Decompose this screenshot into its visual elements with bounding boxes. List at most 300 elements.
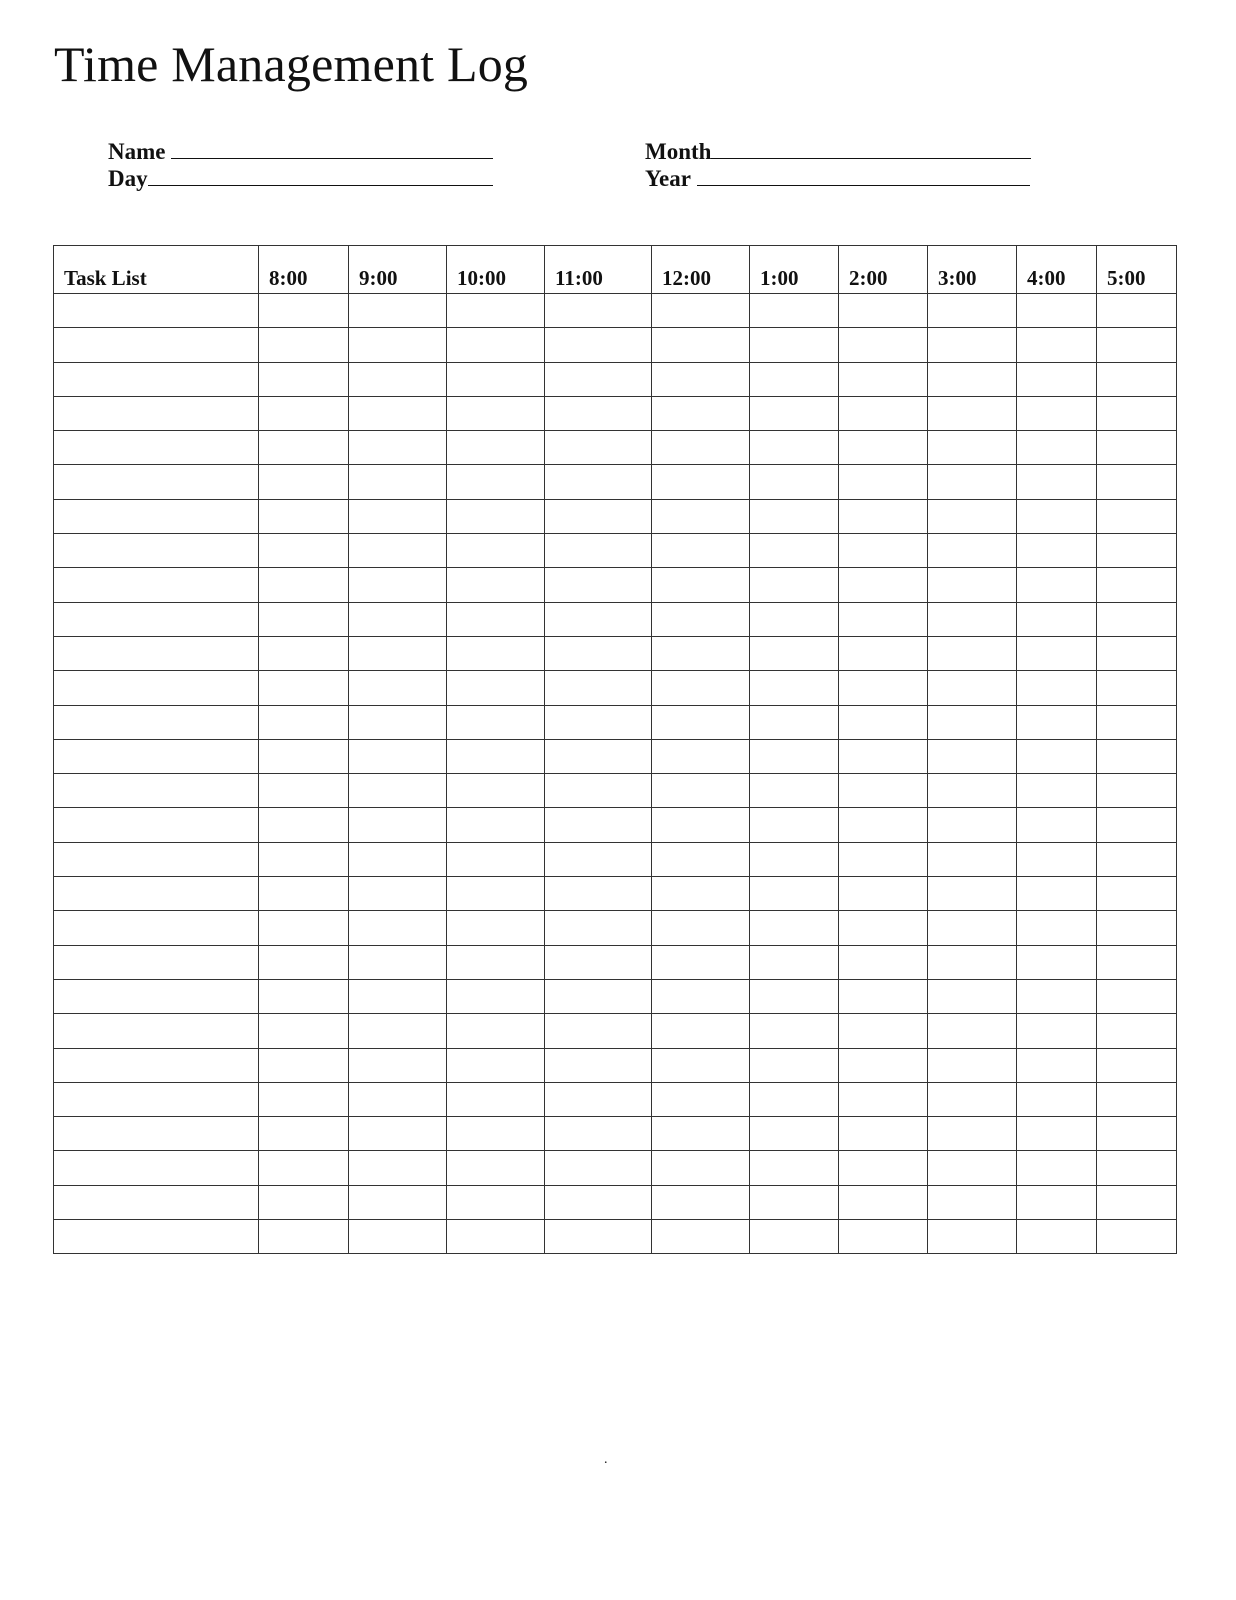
time-slot-cell[interactable] bbox=[652, 877, 750, 911]
time-slot-cell[interactable] bbox=[447, 396, 545, 430]
time-slot-cell[interactable] bbox=[1017, 396, 1097, 430]
time-slot-cell[interactable] bbox=[839, 465, 928, 499]
year-field[interactable] bbox=[645, 165, 1030, 192]
time-slot-cell[interactable] bbox=[259, 705, 349, 739]
time-slot-cell[interactable] bbox=[928, 568, 1017, 602]
time-slot-cell[interactable] bbox=[839, 396, 928, 430]
time-slot-cell[interactable] bbox=[447, 1151, 545, 1185]
time-slot-cell[interactable] bbox=[750, 636, 839, 670]
task-cell[interactable] bbox=[54, 979, 259, 1013]
time-slot-cell[interactable] bbox=[349, 911, 447, 945]
time-slot-cell[interactable] bbox=[259, 362, 349, 396]
time-slot-cell[interactable] bbox=[928, 842, 1017, 876]
time-slot-cell[interactable] bbox=[1097, 294, 1177, 328]
time-slot-cell[interactable] bbox=[349, 499, 447, 533]
time-slot-cell[interactable] bbox=[928, 465, 1017, 499]
time-slot-cell[interactable] bbox=[839, 911, 928, 945]
time-slot-cell[interactable] bbox=[750, 979, 839, 1013]
time-slot-cell[interactable] bbox=[839, 1151, 928, 1185]
time-slot-cell[interactable] bbox=[750, 294, 839, 328]
time-slot-cell[interactable] bbox=[349, 877, 447, 911]
time-slot-cell[interactable] bbox=[750, 602, 839, 636]
time-slot-cell[interactable] bbox=[839, 1048, 928, 1082]
time-slot-cell[interactable] bbox=[928, 499, 1017, 533]
time-slot-cell[interactable] bbox=[447, 1048, 545, 1082]
time-slot-cell[interactable] bbox=[447, 294, 545, 328]
time-slot-cell[interactable] bbox=[750, 1082, 839, 1116]
time-slot-cell[interactable] bbox=[447, 636, 545, 670]
time-slot-cell[interactable] bbox=[1097, 842, 1177, 876]
time-slot-cell[interactable] bbox=[259, 534, 349, 568]
time-slot-cell[interactable] bbox=[652, 499, 750, 533]
time-slot-cell[interactable] bbox=[1017, 568, 1097, 602]
time-slot-cell[interactable] bbox=[545, 568, 652, 602]
time-slot-cell[interactable] bbox=[1097, 396, 1177, 430]
time-slot-cell[interactable] bbox=[839, 328, 928, 362]
time-slot-cell[interactable] bbox=[928, 671, 1017, 705]
time-slot-cell[interactable] bbox=[545, 534, 652, 568]
time-slot-cell[interactable] bbox=[545, 602, 652, 636]
time-slot-cell[interactable] bbox=[750, 911, 839, 945]
time-slot-cell[interactable] bbox=[1017, 499, 1097, 533]
time-slot-cell[interactable] bbox=[259, 294, 349, 328]
task-cell[interactable] bbox=[54, 534, 259, 568]
time-slot-cell[interactable] bbox=[349, 671, 447, 705]
time-slot-cell[interactable] bbox=[750, 568, 839, 602]
time-slot-cell[interactable] bbox=[750, 396, 839, 430]
time-slot-cell[interactable] bbox=[750, 808, 839, 842]
time-slot-cell[interactable] bbox=[447, 534, 545, 568]
time-slot-cell[interactable] bbox=[1017, 328, 1097, 362]
time-slot-cell[interactable] bbox=[750, 877, 839, 911]
time-slot-cell[interactable] bbox=[750, 774, 839, 808]
time-slot-cell[interactable] bbox=[349, 1014, 447, 1048]
time-slot-cell[interactable] bbox=[928, 636, 1017, 670]
time-slot-cell[interactable] bbox=[349, 1185, 447, 1219]
time-slot-cell[interactable] bbox=[928, 911, 1017, 945]
time-slot-cell[interactable] bbox=[1097, 465, 1177, 499]
time-slot-cell[interactable] bbox=[259, 945, 349, 979]
time-slot-cell[interactable] bbox=[928, 1220, 1017, 1254]
task-cell[interactable] bbox=[54, 739, 259, 773]
time-slot-cell[interactable] bbox=[545, 808, 652, 842]
task-cell[interactable] bbox=[54, 294, 259, 328]
time-slot-cell[interactable] bbox=[545, 774, 652, 808]
time-slot-cell[interactable] bbox=[1097, 739, 1177, 773]
month-blank-line[interactable] bbox=[711, 138, 1031, 159]
time-slot-cell[interactable] bbox=[349, 705, 447, 739]
time-slot-cell[interactable] bbox=[1097, 328, 1177, 362]
time-slot-cell[interactable] bbox=[1017, 671, 1097, 705]
time-slot-cell[interactable] bbox=[349, 294, 447, 328]
time-slot-cell[interactable] bbox=[349, 362, 447, 396]
time-slot-cell[interactable] bbox=[1097, 808, 1177, 842]
time-slot-cell[interactable] bbox=[750, 465, 839, 499]
task-cell[interactable] bbox=[54, 1048, 259, 1082]
time-slot-cell[interactable] bbox=[349, 534, 447, 568]
task-cell[interactable] bbox=[54, 499, 259, 533]
time-slot-cell[interactable] bbox=[1017, 1185, 1097, 1219]
time-slot-cell[interactable] bbox=[1017, 602, 1097, 636]
time-slot-cell[interactable] bbox=[1097, 705, 1177, 739]
time-slot-cell[interactable] bbox=[1017, 1014, 1097, 1048]
time-slot-cell[interactable] bbox=[1017, 534, 1097, 568]
time-slot-cell[interactable] bbox=[349, 1048, 447, 1082]
time-slot-cell[interactable] bbox=[1017, 1048, 1097, 1082]
time-slot-cell[interactable] bbox=[928, 705, 1017, 739]
time-slot-cell[interactable] bbox=[349, 465, 447, 499]
time-slot-cell[interactable] bbox=[1097, 602, 1177, 636]
time-slot-cell[interactable] bbox=[839, 877, 928, 911]
time-slot-cell[interactable] bbox=[447, 979, 545, 1013]
time-slot-cell[interactable] bbox=[652, 739, 750, 773]
year-blank-line[interactable] bbox=[697, 165, 1030, 186]
time-slot-cell[interactable] bbox=[652, 362, 750, 396]
time-slot-cell[interactable] bbox=[259, 396, 349, 430]
time-slot-cell[interactable] bbox=[447, 328, 545, 362]
time-slot-cell[interactable] bbox=[447, 602, 545, 636]
time-slot-cell[interactable] bbox=[928, 431, 1017, 465]
time-slot-cell[interactable] bbox=[545, 1014, 652, 1048]
time-slot-cell[interactable] bbox=[750, 328, 839, 362]
time-slot-cell[interactable] bbox=[259, 1151, 349, 1185]
time-slot-cell[interactable] bbox=[1017, 465, 1097, 499]
time-slot-cell[interactable] bbox=[928, 602, 1017, 636]
time-slot-cell[interactable] bbox=[259, 774, 349, 808]
time-slot-cell[interactable] bbox=[839, 362, 928, 396]
time-slot-cell[interactable] bbox=[259, 979, 349, 1013]
time-slot-cell[interactable] bbox=[652, 1151, 750, 1185]
time-slot-cell[interactable] bbox=[839, 842, 928, 876]
time-slot-cell[interactable] bbox=[259, 842, 349, 876]
time-slot-cell[interactable] bbox=[259, 1185, 349, 1219]
time-slot-cell[interactable] bbox=[928, 945, 1017, 979]
time-slot-cell[interactable] bbox=[545, 636, 652, 670]
time-slot-cell[interactable] bbox=[839, 1220, 928, 1254]
time-slot-cell[interactable] bbox=[652, 671, 750, 705]
time-slot-cell[interactable] bbox=[652, 431, 750, 465]
time-slot-cell[interactable] bbox=[1097, 979, 1177, 1013]
time-slot-cell[interactable] bbox=[545, 1117, 652, 1151]
time-slot-cell[interactable] bbox=[928, 979, 1017, 1013]
time-slot-cell[interactable] bbox=[1017, 739, 1097, 773]
time-slot-cell[interactable] bbox=[259, 602, 349, 636]
time-slot-cell[interactable] bbox=[349, 568, 447, 602]
time-slot-cell[interactable] bbox=[652, 774, 750, 808]
time-slot-cell[interactable] bbox=[1017, 842, 1097, 876]
task-cell[interactable] bbox=[54, 911, 259, 945]
time-slot-cell[interactable] bbox=[447, 568, 545, 602]
time-slot-cell[interactable] bbox=[1097, 774, 1177, 808]
time-slot-cell[interactable] bbox=[259, 911, 349, 945]
time-slot-cell[interactable] bbox=[1017, 911, 1097, 945]
time-slot-cell[interactable] bbox=[447, 911, 545, 945]
time-slot-cell[interactable] bbox=[349, 808, 447, 842]
time-slot-cell[interactable] bbox=[928, 808, 1017, 842]
task-cell[interactable] bbox=[54, 774, 259, 808]
task-cell[interactable] bbox=[54, 1151, 259, 1185]
time-slot-cell[interactable] bbox=[1017, 431, 1097, 465]
time-slot-cell[interactable] bbox=[750, 431, 839, 465]
time-slot-cell[interactable] bbox=[839, 499, 928, 533]
time-slot-cell[interactable] bbox=[1017, 636, 1097, 670]
time-slot-cell[interactable] bbox=[652, 842, 750, 876]
time-slot-cell[interactable] bbox=[349, 979, 447, 1013]
time-slot-cell[interactable] bbox=[928, 739, 1017, 773]
time-slot-cell[interactable] bbox=[447, 1220, 545, 1254]
time-slot-cell[interactable] bbox=[652, 1185, 750, 1219]
time-slot-cell[interactable] bbox=[652, 808, 750, 842]
task-cell[interactable] bbox=[54, 842, 259, 876]
time-slot-cell[interactable] bbox=[447, 431, 545, 465]
time-slot-cell[interactable] bbox=[259, 1117, 349, 1151]
time-slot-cell[interactable] bbox=[652, 1082, 750, 1116]
time-slot-cell[interactable] bbox=[1017, 1117, 1097, 1151]
time-slot-cell[interactable] bbox=[1097, 671, 1177, 705]
time-slot-cell[interactable] bbox=[1097, 636, 1177, 670]
time-slot-cell[interactable] bbox=[1017, 705, 1097, 739]
time-slot-cell[interactable] bbox=[750, 945, 839, 979]
time-slot-cell[interactable] bbox=[652, 1117, 750, 1151]
time-slot-cell[interactable] bbox=[259, 431, 349, 465]
time-slot-cell[interactable] bbox=[545, 911, 652, 945]
time-slot-cell[interactable] bbox=[652, 396, 750, 430]
time-slot-cell[interactable] bbox=[1097, 1151, 1177, 1185]
time-slot-cell[interactable] bbox=[545, 294, 652, 328]
time-slot-cell[interactable] bbox=[259, 877, 349, 911]
time-slot-cell[interactable] bbox=[928, 1151, 1017, 1185]
time-slot-cell[interactable] bbox=[1097, 568, 1177, 602]
time-slot-cell[interactable] bbox=[259, 499, 349, 533]
time-slot-cell[interactable] bbox=[1017, 945, 1097, 979]
time-slot-cell[interactable] bbox=[349, 1220, 447, 1254]
time-slot-cell[interactable] bbox=[1097, 1048, 1177, 1082]
task-cell[interactable] bbox=[54, 431, 259, 465]
time-slot-cell[interactable] bbox=[839, 568, 928, 602]
task-cell[interactable] bbox=[54, 568, 259, 602]
time-slot-cell[interactable] bbox=[1017, 294, 1097, 328]
time-slot-cell[interactable] bbox=[545, 1082, 652, 1116]
time-slot-cell[interactable] bbox=[545, 705, 652, 739]
time-slot-cell[interactable] bbox=[447, 808, 545, 842]
time-slot-cell[interactable] bbox=[839, 1185, 928, 1219]
time-slot-cell[interactable] bbox=[839, 602, 928, 636]
time-slot-cell[interactable] bbox=[750, 362, 839, 396]
task-cell[interactable] bbox=[54, 1014, 259, 1048]
time-slot-cell[interactable] bbox=[750, 842, 839, 876]
time-slot-cell[interactable] bbox=[928, 1117, 1017, 1151]
time-slot-cell[interactable] bbox=[652, 1048, 750, 1082]
time-slot-cell[interactable] bbox=[259, 1220, 349, 1254]
time-slot-cell[interactable] bbox=[652, 465, 750, 499]
task-cell[interactable] bbox=[54, 808, 259, 842]
time-slot-cell[interactable] bbox=[447, 1117, 545, 1151]
time-slot-cell[interactable] bbox=[928, 396, 1017, 430]
time-slot-cell[interactable] bbox=[1097, 1185, 1177, 1219]
time-slot-cell[interactable] bbox=[545, 362, 652, 396]
task-cell[interactable] bbox=[54, 465, 259, 499]
time-slot-cell[interactable] bbox=[1017, 979, 1097, 1013]
task-cell[interactable] bbox=[54, 671, 259, 705]
time-slot-cell[interactable] bbox=[839, 774, 928, 808]
time-slot-cell[interactable] bbox=[839, 979, 928, 1013]
time-slot-cell[interactable] bbox=[349, 945, 447, 979]
time-slot-cell[interactable] bbox=[349, 842, 447, 876]
time-slot-cell[interactable] bbox=[1017, 808, 1097, 842]
time-slot-cell[interactable] bbox=[259, 1014, 349, 1048]
time-slot-cell[interactable] bbox=[259, 636, 349, 670]
time-slot-cell[interactable] bbox=[1097, 877, 1177, 911]
time-slot-cell[interactable] bbox=[259, 671, 349, 705]
time-slot-cell[interactable] bbox=[652, 636, 750, 670]
time-slot-cell[interactable] bbox=[750, 1185, 839, 1219]
time-slot-cell[interactable] bbox=[1017, 877, 1097, 911]
time-slot-cell[interactable] bbox=[259, 1048, 349, 1082]
time-slot-cell[interactable] bbox=[1097, 945, 1177, 979]
time-slot-cell[interactable] bbox=[447, 945, 545, 979]
time-slot-cell[interactable] bbox=[447, 362, 545, 396]
time-slot-cell[interactable] bbox=[750, 739, 839, 773]
time-slot-cell[interactable] bbox=[1017, 362, 1097, 396]
time-slot-cell[interactable] bbox=[545, 877, 652, 911]
time-slot-cell[interactable] bbox=[928, 534, 1017, 568]
time-slot-cell[interactable] bbox=[652, 705, 750, 739]
time-slot-cell[interactable] bbox=[750, 1014, 839, 1048]
time-slot-cell[interactable] bbox=[259, 739, 349, 773]
task-cell[interactable] bbox=[54, 1117, 259, 1151]
time-slot-cell[interactable] bbox=[259, 328, 349, 362]
time-slot-cell[interactable] bbox=[839, 431, 928, 465]
task-cell[interactable] bbox=[54, 1082, 259, 1116]
time-slot-cell[interactable] bbox=[349, 431, 447, 465]
time-slot-cell[interactable] bbox=[349, 1082, 447, 1116]
task-cell[interactable] bbox=[54, 945, 259, 979]
time-slot-cell[interactable] bbox=[652, 294, 750, 328]
time-slot-cell[interactable] bbox=[259, 808, 349, 842]
time-slot-cell[interactable] bbox=[750, 534, 839, 568]
time-slot-cell[interactable] bbox=[1097, 1014, 1177, 1048]
time-slot-cell[interactable] bbox=[545, 396, 652, 430]
time-slot-cell[interactable] bbox=[928, 328, 1017, 362]
time-slot-cell[interactable] bbox=[1097, 362, 1177, 396]
task-cell[interactable] bbox=[54, 396, 259, 430]
time-slot-cell[interactable] bbox=[447, 1185, 545, 1219]
time-slot-cell[interactable] bbox=[839, 705, 928, 739]
task-cell[interactable] bbox=[54, 705, 259, 739]
time-slot-cell[interactable] bbox=[839, 1014, 928, 1048]
time-slot-cell[interactable] bbox=[447, 1082, 545, 1116]
task-cell[interactable] bbox=[54, 1220, 259, 1254]
name-field[interactable] bbox=[108, 138, 493, 165]
time-slot-cell[interactable] bbox=[545, 671, 652, 705]
time-slot-cell[interactable] bbox=[545, 1185, 652, 1219]
time-slot-cell[interactable] bbox=[545, 979, 652, 1013]
time-slot-cell[interactable] bbox=[839, 636, 928, 670]
time-slot-cell[interactable] bbox=[545, 1048, 652, 1082]
time-slot-cell[interactable] bbox=[1097, 1220, 1177, 1254]
time-slot-cell[interactable] bbox=[545, 945, 652, 979]
time-slot-cell[interactable] bbox=[928, 1014, 1017, 1048]
time-slot-cell[interactable] bbox=[447, 1014, 545, 1048]
time-slot-cell[interactable] bbox=[1017, 1082, 1097, 1116]
time-slot-cell[interactable] bbox=[1017, 1220, 1097, 1254]
time-slot-cell[interactable] bbox=[545, 1151, 652, 1185]
time-slot-cell[interactable] bbox=[259, 465, 349, 499]
time-slot-cell[interactable] bbox=[839, 534, 928, 568]
time-slot-cell[interactable] bbox=[839, 671, 928, 705]
time-slot-cell[interactable] bbox=[349, 636, 447, 670]
time-slot-cell[interactable] bbox=[447, 774, 545, 808]
time-slot-cell[interactable] bbox=[349, 774, 447, 808]
time-slot-cell[interactable] bbox=[750, 1117, 839, 1151]
time-slot-cell[interactable] bbox=[652, 328, 750, 362]
time-slot-cell[interactable] bbox=[928, 1185, 1017, 1219]
day-blank-line[interactable] bbox=[148, 165, 493, 186]
time-slot-cell[interactable] bbox=[750, 671, 839, 705]
task-cell[interactable] bbox=[54, 877, 259, 911]
name-blank-line[interactable] bbox=[171, 138, 493, 159]
time-slot-cell[interactable] bbox=[259, 1082, 349, 1116]
task-cell[interactable] bbox=[54, 602, 259, 636]
time-slot-cell[interactable] bbox=[750, 1220, 839, 1254]
time-slot-cell[interactable] bbox=[839, 808, 928, 842]
time-slot-cell[interactable] bbox=[349, 1151, 447, 1185]
time-slot-cell[interactable] bbox=[349, 396, 447, 430]
task-cell[interactable] bbox=[54, 636, 259, 670]
time-slot-cell[interactable] bbox=[1097, 911, 1177, 945]
time-slot-cell[interactable] bbox=[839, 1117, 928, 1151]
time-slot-cell[interactable] bbox=[839, 294, 928, 328]
task-cell[interactable] bbox=[54, 328, 259, 362]
time-slot-cell[interactable] bbox=[652, 602, 750, 636]
time-slot-cell[interactable] bbox=[349, 328, 447, 362]
time-slot-cell[interactable] bbox=[750, 1151, 839, 1185]
time-slot-cell[interactable] bbox=[259, 568, 349, 602]
time-slot-cell[interactable] bbox=[447, 842, 545, 876]
time-slot-cell[interactable] bbox=[652, 911, 750, 945]
time-slot-cell[interactable] bbox=[1017, 774, 1097, 808]
time-slot-cell[interactable] bbox=[928, 1048, 1017, 1082]
time-slot-cell[interactable] bbox=[447, 705, 545, 739]
time-slot-cell[interactable] bbox=[839, 1082, 928, 1116]
time-slot-cell[interactable] bbox=[545, 328, 652, 362]
time-slot-cell[interactable] bbox=[839, 739, 928, 773]
time-slot-cell[interactable] bbox=[545, 1220, 652, 1254]
time-slot-cell[interactable] bbox=[652, 568, 750, 602]
time-slot-cell[interactable] bbox=[652, 534, 750, 568]
time-slot-cell[interactable] bbox=[928, 294, 1017, 328]
time-slot-cell[interactable] bbox=[1097, 534, 1177, 568]
month-field[interactable] bbox=[645, 138, 1031, 165]
time-slot-cell[interactable] bbox=[545, 465, 652, 499]
time-slot-cell[interactable] bbox=[447, 465, 545, 499]
time-slot-cell[interactable] bbox=[1017, 1151, 1097, 1185]
time-slot-cell[interactable] bbox=[928, 774, 1017, 808]
time-slot-cell[interactable] bbox=[1097, 431, 1177, 465]
day-field[interactable] bbox=[108, 165, 493, 192]
time-slot-cell[interactable] bbox=[1097, 1082, 1177, 1116]
time-slot-cell[interactable] bbox=[447, 671, 545, 705]
time-slot-cell[interactable] bbox=[652, 1014, 750, 1048]
time-slot-cell[interactable] bbox=[447, 739, 545, 773]
task-cell[interactable] bbox=[54, 1185, 259, 1219]
time-slot-cell[interactable] bbox=[750, 1048, 839, 1082]
time-slot-cell[interactable] bbox=[928, 362, 1017, 396]
time-slot-cell[interactable] bbox=[447, 877, 545, 911]
time-slot-cell[interactable] bbox=[545, 739, 652, 773]
time-slot-cell[interactable] bbox=[928, 877, 1017, 911]
time-slot-cell[interactable] bbox=[447, 499, 545, 533]
